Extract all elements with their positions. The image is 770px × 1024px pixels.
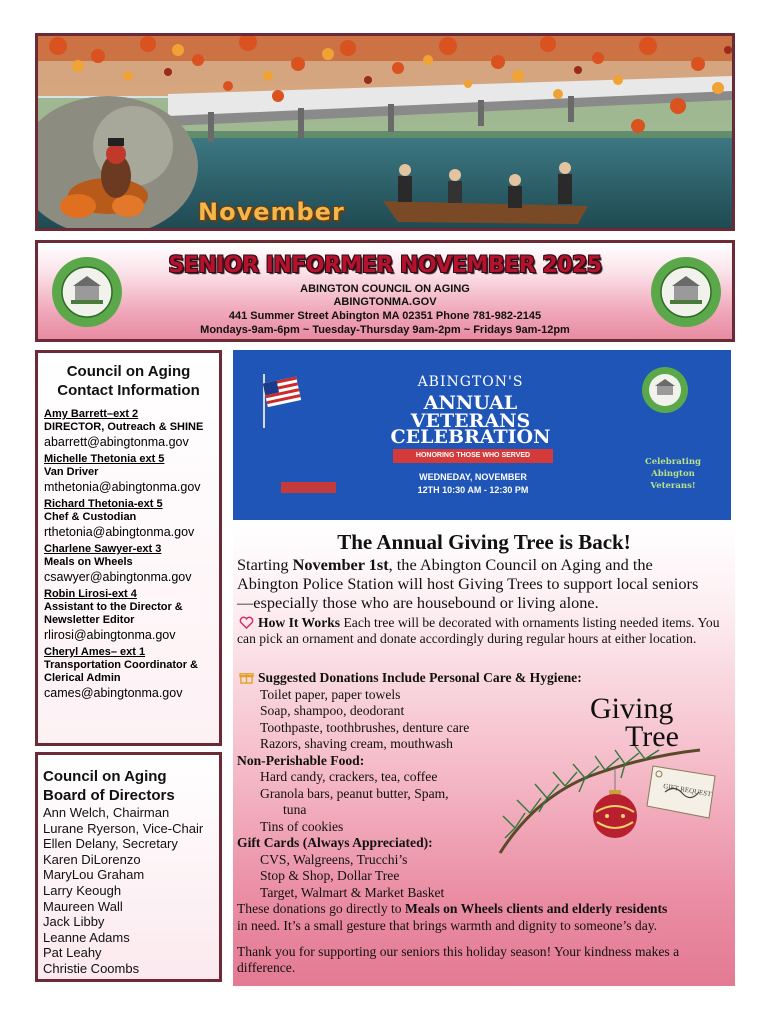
newsletter-header xyxy=(35,240,735,342)
veterans-title-line: ABINGTON'S xyxy=(417,374,524,390)
banner-month-title: November xyxy=(198,198,345,226)
contact-entry xyxy=(44,453,217,495)
contact-email[interactable]: csawyer@abingtonma.gov xyxy=(44,570,192,584)
contact-role: Transportation Coordinator & Clerical Admin xyxy=(44,659,198,684)
giving-art-word: Giving xyxy=(590,692,674,725)
board-member: Maureen Wall xyxy=(43,898,123,914)
heart-icon xyxy=(239,616,254,629)
contact-list xyxy=(44,408,217,704)
header-website: ABINGTONMA.GOV xyxy=(333,296,437,308)
header-hours: Mondays-9am-6pm ~ Tuesday-Thursday 9am-2pm ~ Fridays 9am-12pm xyxy=(200,324,570,336)
board-of-directors-box xyxy=(35,752,222,982)
giving-tree-title: The Annual Giving Tree is Back! xyxy=(337,530,631,554)
contact-information-box xyxy=(35,350,222,746)
board-member: Karen DiLorenzo xyxy=(43,851,141,867)
donation-item: Target, Walmart & Market Basket xyxy=(260,885,445,900)
contact-role: Meals on Wheels xyxy=(44,556,133,568)
abington-town-seal-icon xyxy=(650,256,722,328)
veterans-title-line: CELEBRATION xyxy=(390,426,551,448)
contact-email[interactable]: rthetonia@abingtonma.gov xyxy=(44,525,195,539)
board-member: Lurane Ryerson, Vice-Chair xyxy=(43,820,204,836)
header-org: ABINGTON COUNCIL ON AGING xyxy=(300,283,470,295)
abington-town-seal-icon xyxy=(641,366,689,414)
donation-item: Granola bars, peanut butter, Spam, xyxy=(260,786,449,801)
how-it-works-paragraph: How It Works Each tree will be decorated with ornaments listing needed items. You can pick an ornament and donate accordingly during regular hours at either location. xyxy=(237,615,720,646)
contact-role: Van Driver xyxy=(44,466,99,478)
contact-box-title: Council on Aging Contact Information xyxy=(57,363,200,399)
contact-role: Chef & Custodian xyxy=(44,511,137,523)
contact-email[interactable]: rlirosi@abingtonma.gov xyxy=(44,628,176,642)
gift-icon xyxy=(239,671,254,684)
contact-name: Michelle Thetonia ext 5 xyxy=(44,453,165,465)
gift-cards-heading: Gift Cards (Always Appreciated): xyxy=(237,835,433,850)
contact-email[interactable]: cames@abingtonma.gov xyxy=(44,686,183,700)
contact-name: Richard Thetonia xyxy=(44,498,134,510)
autumn-bridge-illustration xyxy=(38,36,732,228)
donation-item: Soap, shampoo, deodorant xyxy=(260,703,405,718)
donation-item: Stop & Shop, Dollar Tree xyxy=(260,868,400,883)
giving-tree-article xyxy=(233,526,735,986)
board-member: Ann Welch, Chairman xyxy=(43,805,170,820)
contact-entry xyxy=(44,646,217,701)
board-member: Leanne Adams xyxy=(43,929,130,945)
board-member-list xyxy=(43,805,203,977)
donation-item: tuna xyxy=(283,802,307,817)
veterans-date: WEDNEDAY, NOVEMBER xyxy=(419,472,527,482)
food-heading: Non-Perishable Food: xyxy=(237,753,365,768)
contact-extension: -ext 5 xyxy=(133,498,163,510)
donation-item: Toilet paper, paper towels xyxy=(260,687,401,702)
newsletter-title: SENIOR INFORMER NOVEMBER 2025 xyxy=(168,253,602,278)
contact-role: Assistant to the Director & Newsletter Editor xyxy=(44,601,183,626)
board-member: Pat Leahy xyxy=(43,945,102,961)
american-flag-icon xyxy=(261,372,301,428)
contact-name: Robin Lirosi-ext 4 xyxy=(44,588,137,600)
tree-art-word: Tree xyxy=(625,720,679,753)
board-member: Christie Coombs xyxy=(43,960,140,976)
veterans-time: 12TH 10:30 AM - 12:30 PM xyxy=(417,485,529,495)
contact-extension: – ext 1 xyxy=(110,646,146,658)
board-member: Larry Keough xyxy=(43,882,122,898)
contact-entry xyxy=(44,408,217,450)
suggested-donations-heading: Suggested Donations Include Personal Care & Hygiene: xyxy=(237,670,582,686)
giving-tree-intro: Starting November 1st, the Abington Council on Aging and the Abington Police Station will host Giving Trees to support local seniors—especially those who are housebound or living alone. xyxy=(237,555,699,612)
contact-role: DIRECTOR, Outreach & SHINE xyxy=(44,421,204,433)
contact-email[interactable]: mthetonia@abingtonma.gov xyxy=(44,480,201,494)
giving-tree-ornament-illustration xyxy=(495,688,730,858)
board-member: Jack Libby xyxy=(43,914,105,930)
header-address: 441 Summer Street Abington MA 02351 Phone 781-982-2145 xyxy=(228,310,542,322)
contact-name: Charlene Sawyer-ext 3 xyxy=(44,543,162,555)
veterans-stamp-graphic xyxy=(281,482,336,493)
gift-request-tag: GIFT REQUEST xyxy=(662,782,712,799)
donations-outro: These donations go directly to Meals on Wheels clients and elderly residents xyxy=(237,901,668,916)
board-member: MaryLou Graham xyxy=(43,867,145,883)
board-member: Ellen Delany, Secretary xyxy=(43,836,178,852)
board-box-title: Council on Aging Board of Directors xyxy=(43,768,175,804)
contact-entry xyxy=(44,588,217,643)
donation-item: CVS, Walgreens, Trucchi’s xyxy=(260,852,408,867)
donation-item: Razors, shaving cream, mouthwash xyxy=(260,736,453,751)
donations-outro-continued: in need. It’s a small gesture that brings warmth and dignity to someone’s day. xyxy=(237,918,658,933)
contact-name: Amy Barrett xyxy=(44,408,107,420)
donation-item: Hard candy, crackers, tea, coffee xyxy=(260,769,438,784)
veterans-title-line: ANNUAL xyxy=(423,392,518,414)
november-banner xyxy=(35,33,735,231)
contact-extension: –ext 2 xyxy=(106,408,139,420)
contact-entry xyxy=(44,498,217,540)
veterans-title-line: VETERANS xyxy=(410,410,531,432)
thank-you-note: Thank you for supporting our seniors this holiday season! Your kindness makes a difference. xyxy=(237,944,680,975)
veterans-ribbon: HONORING THOSE WHO SERVED xyxy=(393,449,553,463)
contact-entry xyxy=(44,543,217,585)
veterans-celebration-flyer xyxy=(233,350,731,520)
contact-email[interactable]: abarrett@abingtonma.gov xyxy=(44,435,189,449)
donation-item: Toothpaste, toothbrushes, denture care xyxy=(260,720,470,735)
contact-name: Cheryl Ames xyxy=(44,646,111,658)
donation-item: Tins of cookies xyxy=(260,819,344,834)
veterans-side-text: Celebrating Abington Veterans! xyxy=(644,457,702,491)
